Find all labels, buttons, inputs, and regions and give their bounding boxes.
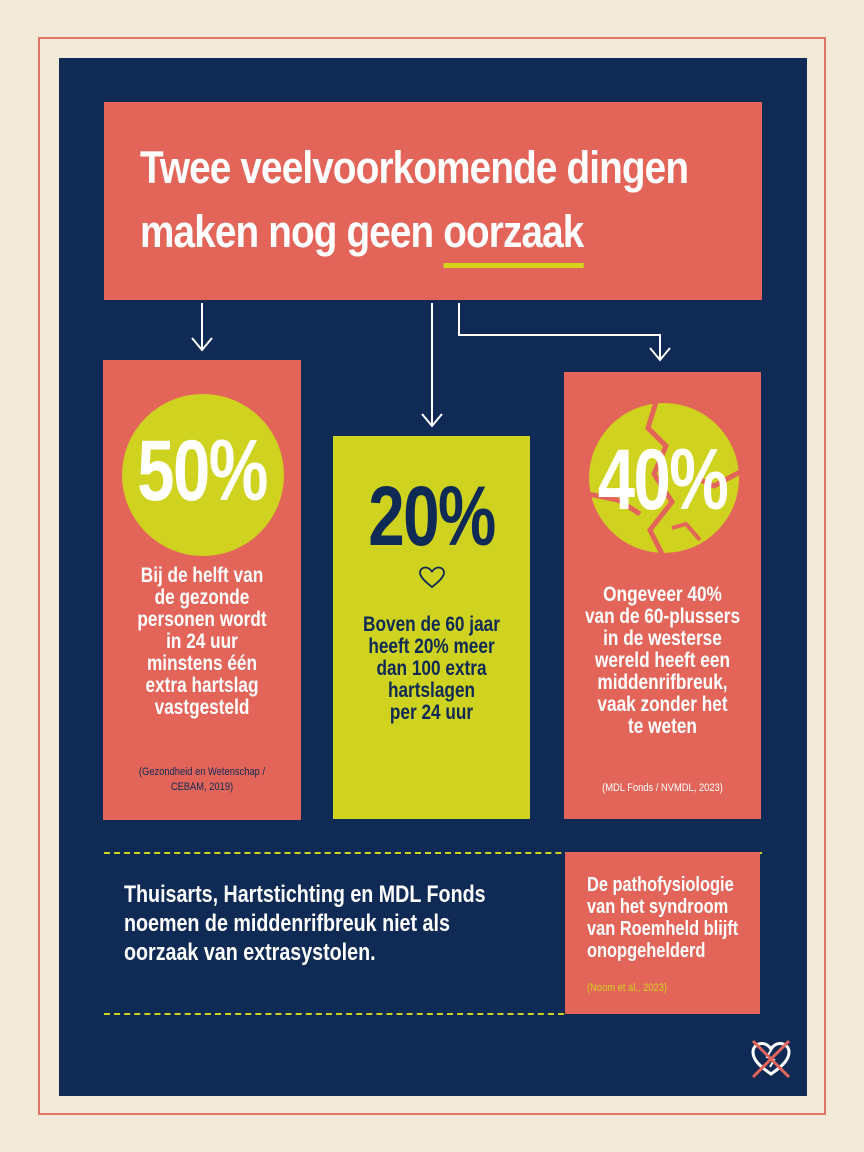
source-line: CEBAM, 2019) bbox=[170, 781, 234, 793]
card-text-line: minstens één bbox=[146, 652, 258, 675]
card-source bbox=[579, 781, 746, 796]
title-underlined-word: oorzaak bbox=[443, 200, 583, 264]
card-text-line: in 24 uur bbox=[166, 630, 238, 653]
roemheld-line: onopgehelderd bbox=[587, 940, 706, 962]
card-text-line: per 24 uur bbox=[389, 701, 474, 724]
crossed-heart-icon bbox=[748, 1036, 794, 1087]
stat-card-40 bbox=[564, 372, 761, 819]
card-text-line: in de westerse bbox=[603, 627, 722, 650]
card-source bbox=[118, 765, 286, 795]
card-text-line: Boven de 60 jaar bbox=[363, 613, 500, 636]
card-text-line: extra hartslag bbox=[145, 674, 259, 697]
roemheld-source: (Noom et al., 2023) bbox=[587, 982, 668, 994]
card-text-line: personen wordt bbox=[137, 608, 267, 631]
card-text-line: hartslagen bbox=[387, 679, 476, 702]
bottom-statement bbox=[124, 880, 486, 967]
card-text-line: Bij de helft van bbox=[140, 564, 264, 587]
statement-line: oorzaak van extrasystolen. bbox=[124, 939, 376, 966]
card-text-line: van de 60-plussers bbox=[584, 605, 741, 628]
card-text-line: vastgesteld bbox=[154, 696, 250, 719]
card-text-line: dan 100 extra bbox=[376, 657, 487, 680]
roemheld-box bbox=[565, 852, 760, 1014]
title-line-1: Twee veelvoorkomende dingen bbox=[140, 142, 689, 193]
arrow-left-icon bbox=[192, 303, 212, 350]
card-text-line: vaak zonder het bbox=[597, 693, 728, 716]
percent-value: 20% bbox=[368, 469, 495, 563]
roemheld-line: van Roemheld blijft bbox=[587, 918, 739, 940]
card-text bbox=[121, 565, 283, 719]
card-text-line: heeft 20% meer bbox=[368, 635, 495, 658]
stat-card-50 bbox=[103, 360, 301, 820]
card-text-line: Ongeveer 40% bbox=[603, 583, 722, 606]
roemheld-line: De pathofysiologie bbox=[587, 874, 734, 896]
card-text-line: wereld heeft een bbox=[595, 649, 730, 672]
statement-line: Thuisarts, Hartstichting en MDL Fonds bbox=[124, 881, 486, 908]
card-text-line: middenrifbreuk, bbox=[597, 671, 728, 694]
card-text-line: de gezonde bbox=[154, 586, 250, 609]
arrow-middle-icon bbox=[422, 303, 442, 426]
roemheld-line: van het syndroom bbox=[587, 896, 729, 918]
statement-line: noemen de middenrifbreuk niet als bbox=[124, 910, 450, 937]
percent-value: 50% bbox=[137, 423, 267, 519]
card-text bbox=[351, 614, 513, 724]
roemheld-text bbox=[587, 874, 738, 962]
arrow-right-icon bbox=[459, 303, 670, 360]
divider-bottom bbox=[104, 1013, 564, 1015]
heart-outline-icon bbox=[419, 566, 445, 595]
source-line: (MDL Fonds / NVMDL, 2023) bbox=[602, 782, 723, 794]
stat-card-20 bbox=[333, 436, 530, 819]
source-line: (Gezondheid en Wetenschap / bbox=[138, 766, 266, 778]
title-line-2-prefix: maken nog geen bbox=[140, 206, 444, 257]
card-text bbox=[582, 584, 744, 738]
card-text-line: te weten bbox=[628, 715, 697, 738]
percent-value: 40% bbox=[597, 432, 728, 528]
